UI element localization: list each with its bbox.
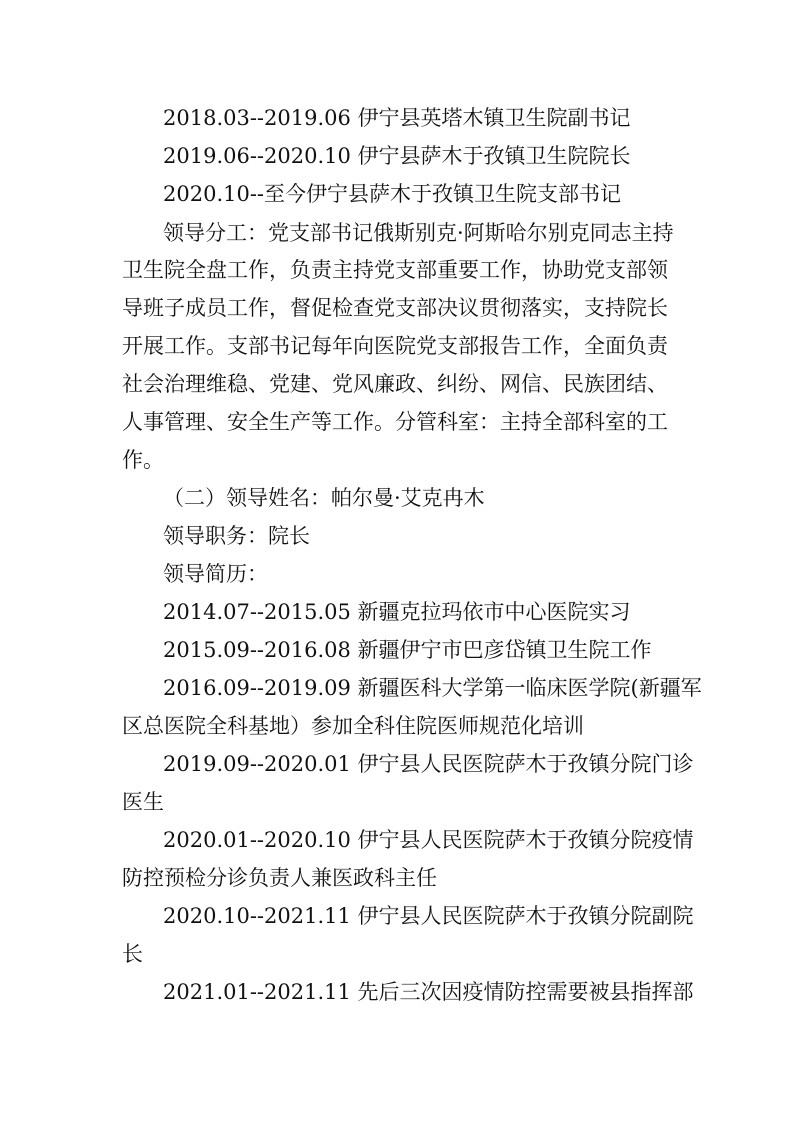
resume-line-2021-2021: 2021.01--2021.11 先后三次因疫情防控需要被县指挥部 [163, 980, 694, 1004]
duty-paragraph-line-2: 卫生院全盘工作，负责主持党支部重要工作，协助党支部领 [122, 258, 668, 282]
resume-line-2020-2020-cont: 防控预检分诊负责人兼医政科主任 [122, 866, 437, 890]
resume-line-2019-2020: 2019.06--2020.10 伊宁县萨木于孜镇卫生院院长 [163, 144, 631, 168]
resume-line-2019-2020b: 2019.09--2020.01 伊宁县人民医院萨木于孜镇分院门诊 [163, 752, 694, 776]
resume-line-2020-present: 2020.10--至今伊宁县萨木于孜镇卫生院支部书记 [163, 182, 622, 206]
resume-line-2014-2015: 2014.07--2015.05 新疆克拉玛依市中心医院实习 [163, 600, 631, 624]
resume-line-2016-2019-cont: 区总医院全科基地）参加全科住院医师规范化培训 [122, 714, 584, 738]
duty-paragraph-line-1: 领导分工：党支部书记俄斯别克·阿斯哈尔别克同志主持 [163, 221, 674, 245]
resume-line-2015-2016: 2015.09--2016.08 新疆伊宁市巴彦岱镇卫生院工作 [163, 638, 652, 662]
duty-paragraph-line-3: 导班子成员工作，督促检查党支部决议贯彻落实，支持院长 [122, 296, 668, 320]
leader-position: 领导职务：院长 [163, 524, 310, 548]
resume-line-2019-2020b-cont: 医生 [122, 790, 164, 814]
duty-paragraph-line-4: 开展工作。支部书记每年向医院党支部报告工作，全面负责 [122, 334, 668, 358]
resume-line-2020-2020: 2020.01--2020.10 伊宁县人民医院萨木于孜镇分院疫情 [163, 828, 694, 852]
duty-paragraph-line-6: 人事管理、安全生产等工作。分管科室：主持全部科室的工 [122, 410, 668, 434]
resume-line-2016-2019: 2016.09--2019.09 新疆医科大学第一临床医学院(新疆军 [163, 676, 702, 700]
leader-name-heading: （二）领导姓名：帕尔曼·艾克冉木 [163, 486, 485, 510]
resume-line-2020-2021: 2020.10--2021.11 伊宁县人民医院萨木于孜镇分院副院 [163, 904, 694, 928]
duty-paragraph-line-5: 社会治理维稳、党建、党风廉政、纠纷、网信、民族团结、 [122, 372, 668, 396]
leader-resume-heading: 领导简历： [163, 562, 268, 586]
resume-line-2020-2021-cont: 长 [122, 942, 143, 966]
duty-paragraph-line-7: 作。 [122, 448, 164, 472]
resume-line-2018-2019: 2018.03--2019.06 伊宁县英塔木镇卫生院副书记 [163, 106, 631, 130]
